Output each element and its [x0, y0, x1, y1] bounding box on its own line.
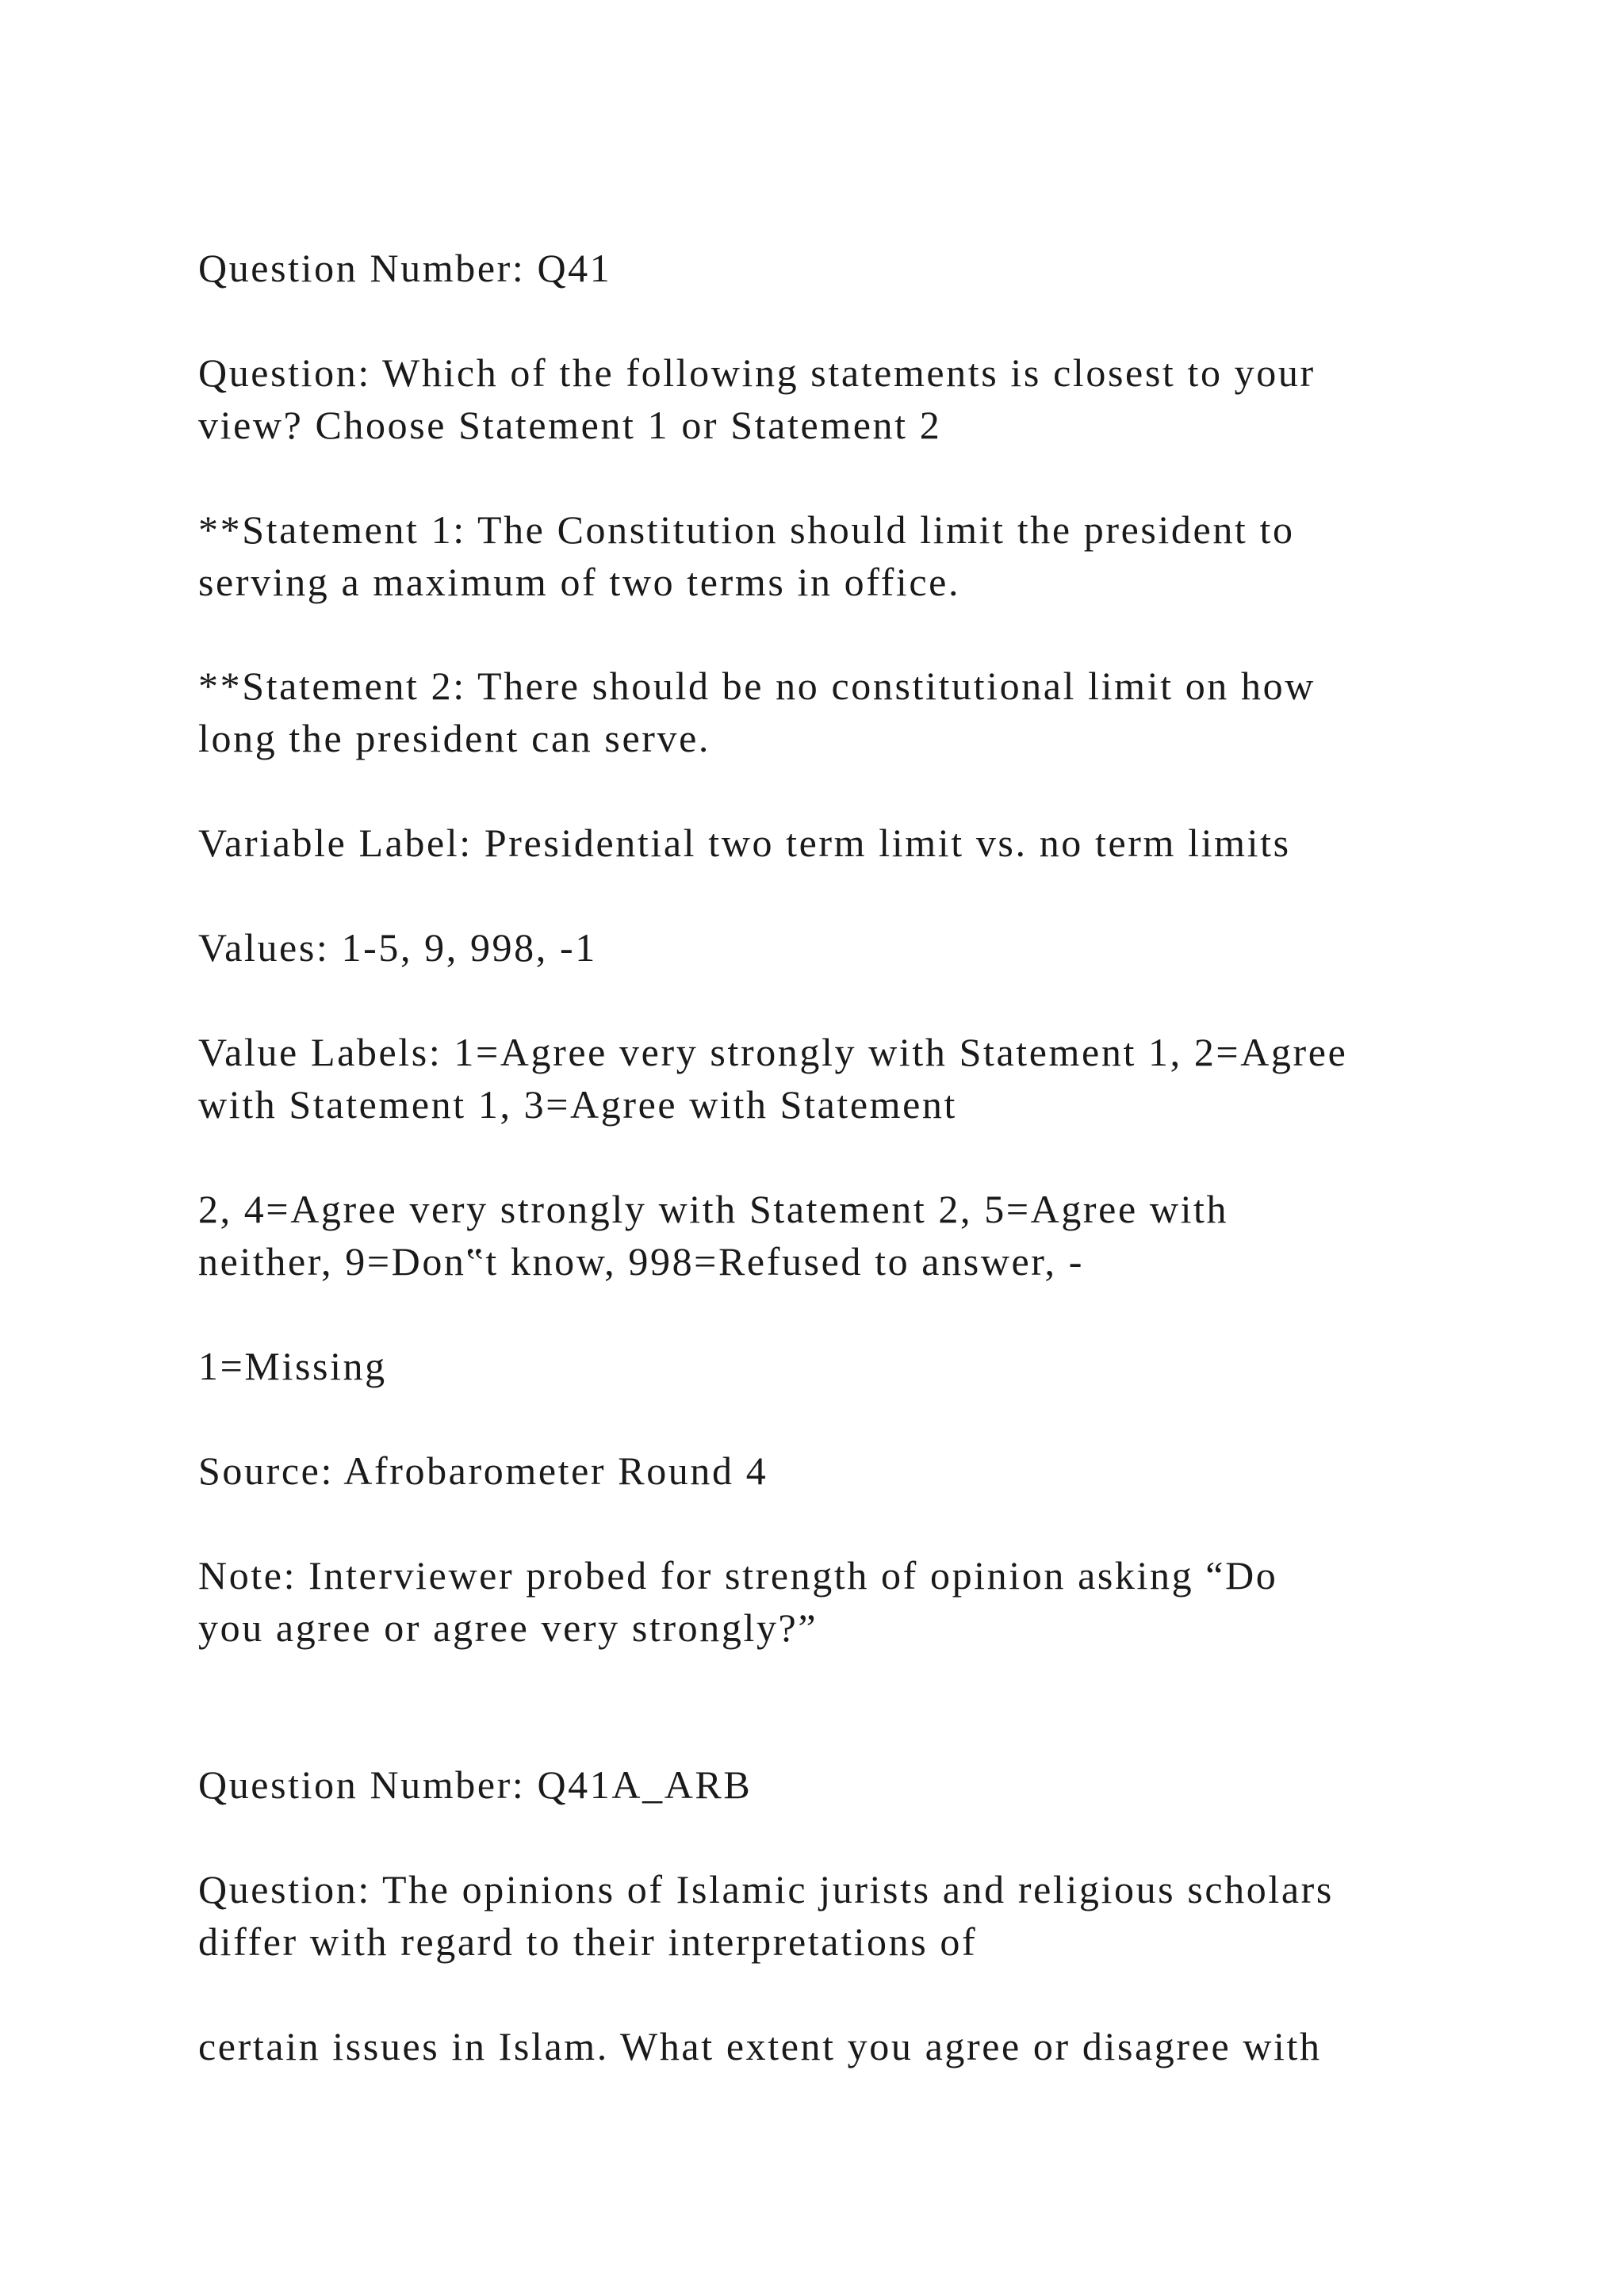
- interviewer-note: Note: Interviewer probed for strength of opinion asking “Do you agree or agree very strongly?”: [198, 1553, 1278, 1650]
- value-labels-part-1: Value Labels: 1=Agree very strongly with Statement 1, 2=Agree with Statement 1, 3=Agree with Statement: [198, 1030, 1348, 1127]
- statement-1: **Statement 1: The Constitution should limit the president to serving a maximum of two terms in office.: [198, 507, 1295, 604]
- value-labels-part-3: 1=Missing: [198, 1344, 387, 1388]
- question-q41-text: Question: Which of the following statements is closest to your view? Choose Statement 1 or Statement 2: [198, 350, 1316, 447]
- question-q41a-arb-continued: certain issues in Islam. What extent you agree or disagree with: [198, 2024, 1322, 2068]
- value-labels-part-2: 2, 4=Agree very strongly with Statement 2, 5=Agree with neither, 9=Don‟t know, 998=Refused to answer, -: [198, 1187, 1229, 1284]
- source-line: Source: Afrobarometer Round 4: [198, 1448, 768, 1493]
- question-q41a-arb-text: Question: The opinions of Islamic jurists and religious scholars differ with regard to their interpretations of: [198, 1867, 1334, 1964]
- variable-label: Variable Label: Presidential two term limit vs. no term limits: [198, 821, 1291, 865]
- question-number-q41: Question Number: Q41: [198, 246, 612, 290]
- statement-2: **Statement 2: There should be no constitutional limit on how long the president can serve.: [198, 664, 1316, 760]
- values-line: Values: 1-5, 9, 998, -1: [198, 925, 597, 970]
- question-number-q41a-arb: Question Number: Q41A_ARB: [198, 1762, 753, 1807]
